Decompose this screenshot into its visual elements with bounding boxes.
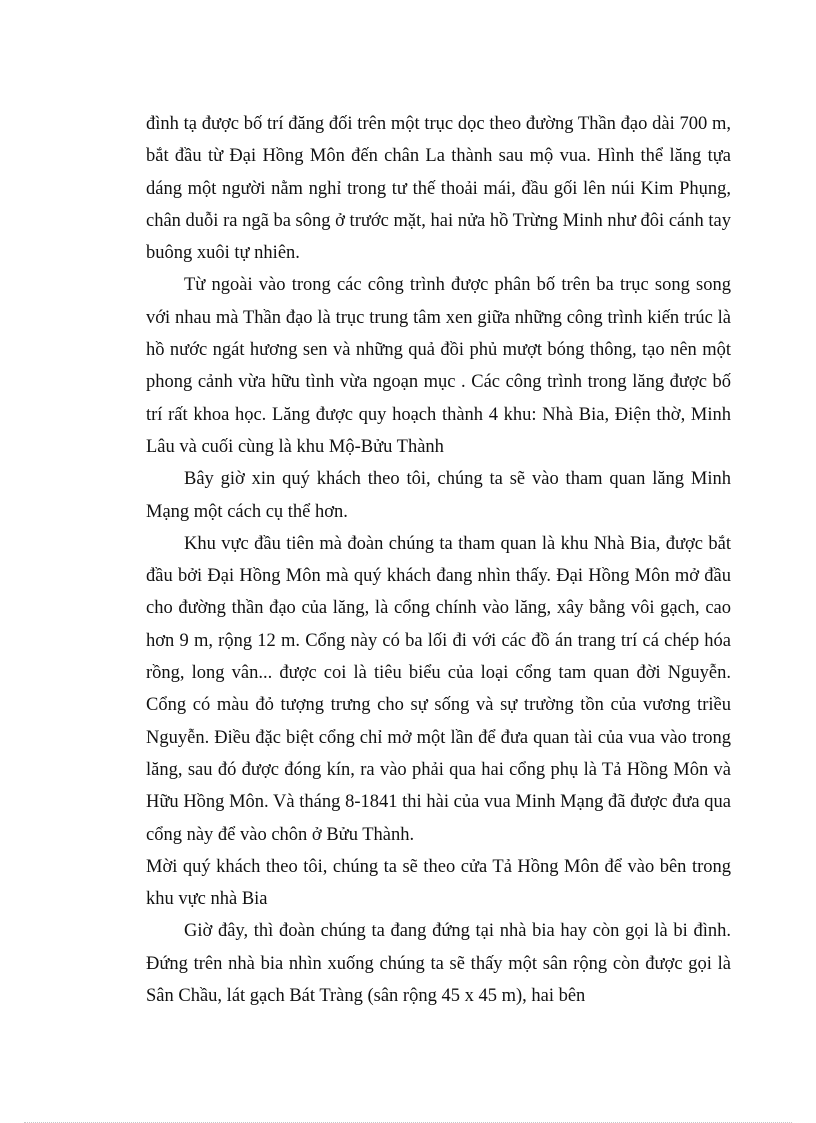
paragraph-6: Giờ đây, thì đoàn chúng ta đang đứng tại nhà bia hay còn gọi là bi đình. Đứng trên nhà bia nhìn xuống chúng ta sẽ thấy một sân rộng còn được gọi là Sân Chầu, lát gạch Bát Tràng (sân rộng 45 x 45 m), hai bên [146,921,731,1007]
body-text [146,108,731,1012]
paragraph-5: Mời quý khách theo tôi, chúng ta sẽ theo cửa Tả Hồng Môn để vào bên trong khu vực nhà Bia [146,856,731,910]
paragraph-2: Từ ngoài vào trong các công trình được phân bố trên ba trục song song với nhau mà Thần đạo là trục trung tâm xen giữa những công trình kiến trúc là hồ nước ngát hương sen và những quả đồi phủ mượt bóng thông, tạo nên một phong cảnh vừa hữu tình vừa ngoạn mục . Các công trình trong lăng được bố trí rất khoa học. Lăng được quy hoạch thành 4 khu: Nhà Bia, Điện thờ, Minh Lâu và cuối cùng là khu Mộ-Bửu Thành [146,275,731,457]
paragraph-4: Khu vực đầu tiên mà đoàn chúng ta tham quan là khu Nhà Bia, được bắt đầu bởi Đại Hồng Môn mà quý khách đang nhìn thấy. Đại Hồng Môn mở đầu cho đường thần đạo của lăng, là cổng chính vào lăng, xây bằng vôi gạch, cao hơn 9 m, rộng 12 m. Cổng này có ba lối đi với các đồ án trang trí cá chép hóa rồng, long vân... được coi là tiêu biểu của loại cổng tam quan đời Nguyễn. Cổng có màu đỏ tượng trưng cho sự sống và sự trường tồn của vương triều Nguyễn. Điều đặc biệt cổng chỉ mở một lần để đưa quan tài của vua vào trong lăng, sau đó được đóng kín, ra vào phải qua hai cổng phụ là Tả Hồng Môn và Hữu Hồng Môn. Và tháng 8-1841 thi hài của vua Minh Mạng đã được đưa qua cổng này để vào chôn ở Bửu Thành. [146,533,731,845]
paragraph-3: Bây giờ xin quý khách theo tôi, chúng ta sẽ vào tham quan lăng Minh Mạng một cách cụ thể hơn. [146,469,731,522]
paragraph-1: đình tạ được bố trí đăng đối trên một trục dọc theo đường Thần đạo dài 700 m, bắt đầu từ Đại Hồng Môn đến chân La thành sau mộ vua. Hình thể lăng tựa dáng một người nằm nghỉ trong tư thế thoải mái, đầu gối lên núi Kim Phụng, chân duỗi ra ngã ba sông ở trước mặt, hai nửa hồ Trừng Minh như đôi cánh tay buông xuôi tự nhiên. [146,114,731,264]
